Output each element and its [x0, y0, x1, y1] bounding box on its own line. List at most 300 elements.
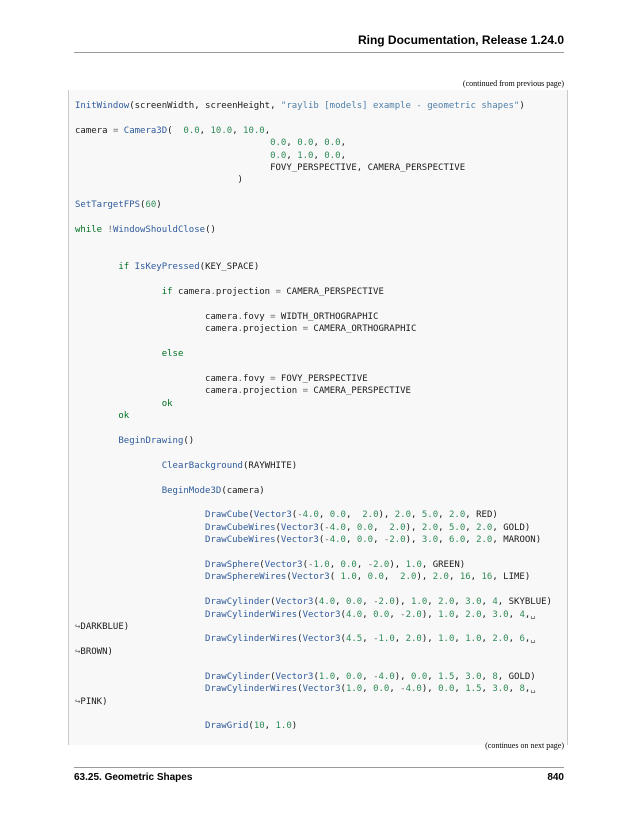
- code-token: ),: [421, 609, 439, 620]
- code-token: 4.0: [405, 684, 422, 695]
- code-token: [75, 399, 162, 409]
- code-token: ,: [508, 634, 520, 645]
- code-token: 3.0: [465, 597, 482, 608]
- code-line: [75, 708, 552, 720]
- code-token: [75, 672, 205, 682]
- code-line: [75, 125, 552, 137]
- code-line: [75, 460, 552, 472]
- code-token: -: [373, 597, 379, 608]
- code-token: 3.0: [465, 671, 482, 682]
- code-token: ),: [378, 510, 395, 521]
- code-token: (: [248, 721, 254, 732]
- code-token: 6.0: [448, 535, 466, 546]
- code-token: -: [383, 535, 390, 546]
- code-token: (: [297, 684, 303, 695]
- code-line: [75, 373, 552, 385]
- footer-section-title: 63.25. Geometric Shapes: [74, 772, 193, 783]
- code-token: ),: [394, 597, 412, 608]
- code-token: [75, 510, 205, 520]
- code-token: 5.0: [421, 510, 439, 521]
- code-line: [75, 509, 552, 521]
- code-token: ): [291, 721, 298, 732]
- code-token: projection: [242, 324, 303, 335]
- code-token: 2.0: [438, 597, 455, 608]
- code-token: 1.0: [465, 634, 482, 645]
- code-token: ,: [362, 609, 374, 620]
- code-token: ,: [356, 560, 368, 571]
- code-token: .: [210, 287, 216, 298]
- code-token: 3.0: [492, 684, 509, 695]
- code-token: ,: [465, 535, 477, 546]
- code-token: 4.5: [345, 634, 363, 645]
- code-token: DrawCube: [205, 510, 249, 521]
- code-token: 4: [492, 597, 498, 608]
- code-token: ),: [405, 522, 422, 533]
- code-token: 2.0: [405, 634, 422, 645]
- code-token: -: [308, 560, 314, 571]
- code-token: ),: [394, 671, 412, 682]
- code-line: [75, 261, 552, 273]
- code-token: Vector3: [275, 671, 314, 682]
- code-token: 4.0: [318, 597, 336, 608]
- code-line: [75, 485, 552, 497]
- code-token: 3.0: [492, 609, 509, 620]
- code-line: [75, 547, 552, 559]
- code-token: ,: [340, 138, 346, 149]
- header-divider: [74, 52, 564, 53]
- code-token: ↪: [75, 646, 81, 657]
- code-line: [75, 100, 552, 112]
- code-token: -: [324, 535, 330, 546]
- code-token: =: [112, 125, 119, 136]
- code-token: ),: [421, 634, 439, 645]
- code-line: [75, 199, 552, 211]
- code-token: 1.0: [405, 560, 422, 571]
- code-token: ,: [389, 609, 401, 620]
- code-token: [75, 138, 270, 148]
- code-token: Vector3: [253, 510, 292, 521]
- code-token: FOVY_PERSPECTIVE: [275, 373, 368, 384]
- code-token: ,: [199, 125, 211, 136]
- code-line: [75, 571, 552, 583]
- code-token: if: [118, 262, 130, 273]
- code-token: 4.0: [329, 535, 346, 546]
- code-line: [75, 224, 552, 236]
- code-token: 2.0: [492, 634, 509, 645]
- code-line: [75, 150, 552, 162]
- code-token: 2.0: [400, 572, 417, 583]
- code-line: [75, 212, 552, 224]
- code-token: !: [107, 225, 113, 236]
- code-token: ,: [454, 634, 466, 645]
- code-token: ,: [524, 609, 531, 620]
- code-token: ),: [405, 535, 422, 546]
- code-token: 2.0: [378, 597, 395, 608]
- code-token: ␣: [530, 634, 536, 645]
- code-token: 0.0: [340, 560, 357, 571]
- code-line: [75, 162, 552, 174]
- page-number: 840: [547, 772, 564, 783]
- code-token: 1.0: [345, 684, 363, 695]
- code-token: , MAROON): [492, 535, 542, 546]
- code-token: (: [297, 634, 303, 645]
- code-token: 3.0: [421, 535, 439, 546]
- code-token: ,: [508, 609, 520, 620]
- code-token: ,: [470, 572, 482, 583]
- code-token: WindowShouldClose: [112, 225, 206, 236]
- code-token: ,: [286, 150, 298, 161]
- code-token: [75, 486, 162, 496]
- code-line: [75, 236, 552, 248]
- code-token: -: [373, 634, 379, 645]
- code-token: [75, 634, 205, 644]
- code-token: ,: [362, 597, 374, 608]
- code-token: , SKYBLUE): [497, 597, 552, 608]
- code-line: [75, 174, 552, 186]
- code-token: ,: [313, 150, 325, 161]
- code-token: 0.0: [356, 522, 374, 533]
- code-line: [75, 447, 552, 459]
- code-token: ,: [481, 684, 493, 695]
- code-token: Vector3: [291, 572, 330, 583]
- code-token: -: [297, 510, 303, 521]
- code-token: Vector3: [275, 597, 314, 608]
- code-token: ,: [438, 522, 449, 533]
- code-token: WIDTH_ORTHOGRAPHIC: [275, 311, 379, 322]
- code-token: [75, 151, 270, 161]
- code-token: ),: [416, 572, 433, 583]
- code-token: , GREEN): [421, 560, 466, 571]
- code-token: BeginDrawing: [118, 435, 184, 446]
- code-line: [75, 348, 552, 360]
- code-token: DrawSphereWires: [205, 572, 287, 583]
- code-token: DrawCubeWires: [205, 535, 276, 546]
- code-token: 2.0: [405, 609, 422, 620]
- code-token: camera: [75, 324, 238, 335]
- code-line: [75, 311, 552, 323]
- code-token: 4.0: [345, 609, 363, 620]
- code-token: ,: [318, 510, 330, 521]
- code-token: [75, 560, 205, 570]
- code-line: [75, 671, 552, 683]
- code-token: 0.0: [324, 150, 341, 161]
- continues-on-next-note: (continues on next page): [485, 741, 564, 750]
- code-token: 1.0: [438, 609, 455, 620]
- code-token: ,: [481, 609, 493, 620]
- code-token: 0.0: [345, 671, 363, 682]
- code-token: =: [270, 311, 276, 322]
- code-token: 1.0: [340, 572, 357, 583]
- code-line: [75, 435, 552, 447]
- code-token: (: [313, 671, 319, 682]
- code-token: ,: [383, 572, 401, 583]
- code-line: [75, 423, 552, 435]
- code-token: Vector3: [280, 522, 319, 533]
- code-token: , GOLD): [492, 522, 531, 533]
- code-token: DrawCylinderWires: [205, 634, 298, 645]
- code-token: [75, 523, 205, 533]
- code-token: 1.0: [438, 634, 455, 645]
- code-token: 1.5: [465, 684, 482, 695]
- code-token: 0.0: [270, 138, 287, 149]
- code-block: [68, 90, 568, 745]
- code-token: (: [248, 510, 254, 521]
- code-token: (: [318, 522, 325, 533]
- code-token: DrawCylinderWires: [205, 684, 298, 695]
- code-token: ,: [373, 522, 390, 533]
- code-line: [75, 398, 552, 410]
- code-token: ,: [362, 634, 374, 645]
- continued-from-previous-note: (continued from previous page): [462, 79, 564, 88]
- code-token: ,: [264, 721, 276, 732]
- code-token: 10.0: [210, 125, 233, 136]
- code-token: -: [400, 609, 406, 620]
- code-token: ,: [454, 609, 466, 620]
- code-token: 0.0: [438, 684, 455, 695]
- code-token: ,: [345, 535, 357, 546]
- code-token: CAMERA_ORTHOGRAPHIC: [308, 324, 417, 335]
- code-token: =: [275, 287, 281, 298]
- code-token: (: [275, 535, 281, 546]
- code-token: -: [367, 560, 374, 571]
- code-token: =: [302, 386, 309, 397]
- code-token: 4.0: [378, 671, 395, 682]
- code-token: (: [340, 684, 346, 695]
- code-token: [75, 721, 205, 731]
- footer-divider: [74, 767, 564, 768]
- code-token: ,: [508, 684, 520, 695]
- code-token: 1.0: [378, 634, 395, 645]
- code-line: [75, 112, 552, 124]
- code-token: ↪: [75, 622, 81, 633]
- code-token: (: [329, 572, 341, 583]
- code-line: [75, 497, 552, 509]
- code-token: ,: [448, 572, 460, 583]
- code-token: [75, 684, 205, 694]
- code-token: 0.0: [345, 597, 363, 608]
- code-token: 6: [519, 634, 525, 645]
- code-token: ␣: [530, 684, 536, 695]
- code-token: (: [275, 522, 281, 533]
- code-token: projection: [215, 287, 276, 298]
- code-token: while: [75, 225, 103, 236]
- code-token: ClearBackground: [161, 460, 243, 471]
- code-token: ,: [454, 597, 466, 608]
- code-token: ,: [373, 535, 384, 546]
- code-token: ,: [427, 671, 439, 682]
- code-token: 2.0: [362, 510, 379, 521]
- code-token: ,: [335, 597, 346, 608]
- code-token: 0.0: [297, 138, 314, 149]
- code-token: 2.0: [432, 572, 449, 583]
- code-token: [75, 610, 205, 620]
- code-token: 2.0: [449, 510, 466, 521]
- code-token: ,: [389, 684, 401, 695]
- code-token: [75, 535, 205, 545]
- code-token: 2.0: [394, 510, 412, 521]
- code-line: [75, 633, 552, 645]
- code-token: (: [270, 597, 276, 608]
- code-line: [75, 646, 552, 658]
- code-token: (screenWidth, screenHeight,: [129, 101, 281, 111]
- code-line: [75, 299, 552, 311]
- code-token: "raylib [models] example - geometric shapes": [280, 101, 520, 111]
- code-token: 0.0: [324, 138, 341, 149]
- code-token: [75, 411, 118, 421]
- code-token: ,: [345, 510, 363, 521]
- code-token: CAMERA_PERSPECTIVE: [280, 287, 384, 298]
- code-token: 4: [519, 609, 525, 620]
- code-token: Vector3: [280, 535, 319, 546]
- code-line: [75, 336, 552, 348]
- code-token: (: [297, 609, 303, 620]
- code-token: ,: [394, 634, 406, 645]
- code-token: fovy: [242, 373, 271, 384]
- code-token: 1.0: [318, 671, 336, 682]
- code-token: ,: [454, 684, 466, 695]
- code-line: [75, 720, 552, 732]
- code-token: 0.0: [411, 671, 428, 682]
- code-token: , LIME): [492, 572, 531, 583]
- code-token: ,: [438, 510, 449, 521]
- code-token: DrawGrid: [205, 721, 249, 732]
- code-token: (: [140, 200, 146, 211]
- code-token: DrawCubeWires: [205, 522, 276, 533]
- code-line: [75, 274, 552, 286]
- code-token: ): [75, 175, 243, 186]
- code-token: [75, 349, 162, 359]
- code-token: 4.0: [329, 522, 346, 533]
- code-token: DrawCylinder: [205, 597, 271, 608]
- code-token: 0.0: [329, 510, 346, 521]
- code-token: ,: [329, 560, 341, 571]
- code-token: (: [286, 572, 292, 583]
- code-token: InitWindow: [75, 101, 130, 111]
- code-token: 10.0: [243, 125, 265, 136]
- code-token: [75, 436, 118, 446]
- code-token: projection: [242, 386, 303, 397]
- code-token: camera: [75, 386, 238, 397]
- code-token: ,: [264, 125, 271, 136]
- code-token: ,: [524, 684, 531, 695]
- code-line: [75, 361, 552, 373]
- code-token: ,: [465, 522, 477, 533]
- code-token: DrawCylinder: [205, 671, 271, 682]
- code-token: -: [324, 522, 330, 533]
- code-token: , GOLD): [497, 671, 536, 682]
- code-line: [75, 323, 552, 335]
- code-token: 8: [519, 684, 525, 695]
- code-line: [75, 683, 552, 695]
- code-token: [75, 262, 118, 272]
- code-line: [75, 658, 552, 670]
- code-token: (: [291, 510, 298, 521]
- code-token: 1.5: [438, 671, 455, 682]
- code-line: [75, 696, 552, 708]
- code-token: else: [161, 349, 184, 360]
- code-token: (: [302, 560, 309, 571]
- code-token: ,: [345, 522, 357, 533]
- code-token: (camera): [221, 485, 265, 496]
- code-token: ,: [481, 597, 493, 608]
- code-token: camera: [172, 287, 211, 298]
- code-token: 2.0: [389, 535, 406, 546]
- code-token: ,: [340, 150, 346, 161]
- code-token: 5.0: [448, 522, 466, 533]
- code-token: =: [302, 324, 309, 335]
- code-token: (: [318, 535, 325, 546]
- code-token: ),: [389, 560, 406, 571]
- code-token: ): [156, 200, 162, 211]
- code-token: 0.0: [373, 609, 390, 620]
- code-token: Vector3: [302, 634, 341, 645]
- code-token: 0.0: [270, 150, 287, 161]
- code-line: [75, 472, 552, 484]
- code-token: (): [205, 225, 216, 236]
- code-token: PINK): [80, 696, 108, 707]
- code-token: 2.0: [373, 560, 390, 571]
- code-line: [75, 609, 552, 621]
- code-token: 16: [481, 572, 493, 583]
- code-token: 8: [492, 671, 498, 682]
- code-token: ,: [362, 671, 374, 682]
- code-token: Vector3: [302, 609, 341, 620]
- code-token: (RAYWHITE): [242, 460, 298, 471]
- code-token: SetTargetFPS: [75, 200, 141, 211]
- code-token: (: [167, 125, 184, 136]
- code-token: Vector3: [264, 560, 303, 571]
- code-token: if: [161, 287, 173, 298]
- code-token: Camera3D: [123, 125, 168, 136]
- code-token: ): [519, 101, 525, 111]
- code-token: BeginMode3D: [161, 485, 222, 496]
- code-token: [75, 461, 162, 471]
- code-token: -: [373, 671, 379, 682]
- code-token: ,: [232, 125, 244, 136]
- code-token: 16: [459, 572, 471, 583]
- code-line: [75, 596, 552, 608]
- code-token: 2.0: [389, 522, 406, 533]
- code-token: camera: [75, 311, 238, 322]
- code-token: BROWN): [80, 646, 113, 657]
- code-token: (: [259, 560, 265, 571]
- running-header-title: Ring Documentation, Release 1.24.0: [357, 33, 564, 47]
- code-token: (: [340, 609, 346, 620]
- code-token: 2.0: [476, 535, 493, 546]
- code-token: 1.0: [275, 721, 292, 732]
- code-token: ,: [454, 671, 466, 682]
- code-token: (: [313, 597, 319, 608]
- code-line: [75, 249, 552, 261]
- code-token: .: [237, 373, 243, 384]
- code-token: .: [237, 311, 243, 322]
- code-token: 10: [253, 721, 265, 732]
- code-token: (: [270, 671, 276, 682]
- code-token: 0.0: [183, 125, 200, 136]
- code-token: fovy: [242, 311, 271, 322]
- code-token: ,: [356, 572, 368, 583]
- code-token: 1.0: [411, 597, 428, 608]
- code-token: 1.0: [313, 560, 330, 571]
- code-token: 4.0: [302, 510, 319, 521]
- code-token: =: [270, 373, 276, 384]
- code-line: [75, 137, 552, 149]
- code-line: [75, 385, 552, 397]
- code-token: ,: [362, 684, 374, 695]
- code-token: ok: [118, 411, 130, 422]
- code-token: DARKBLUE): [80, 622, 130, 633]
- code-line: [75, 534, 552, 546]
